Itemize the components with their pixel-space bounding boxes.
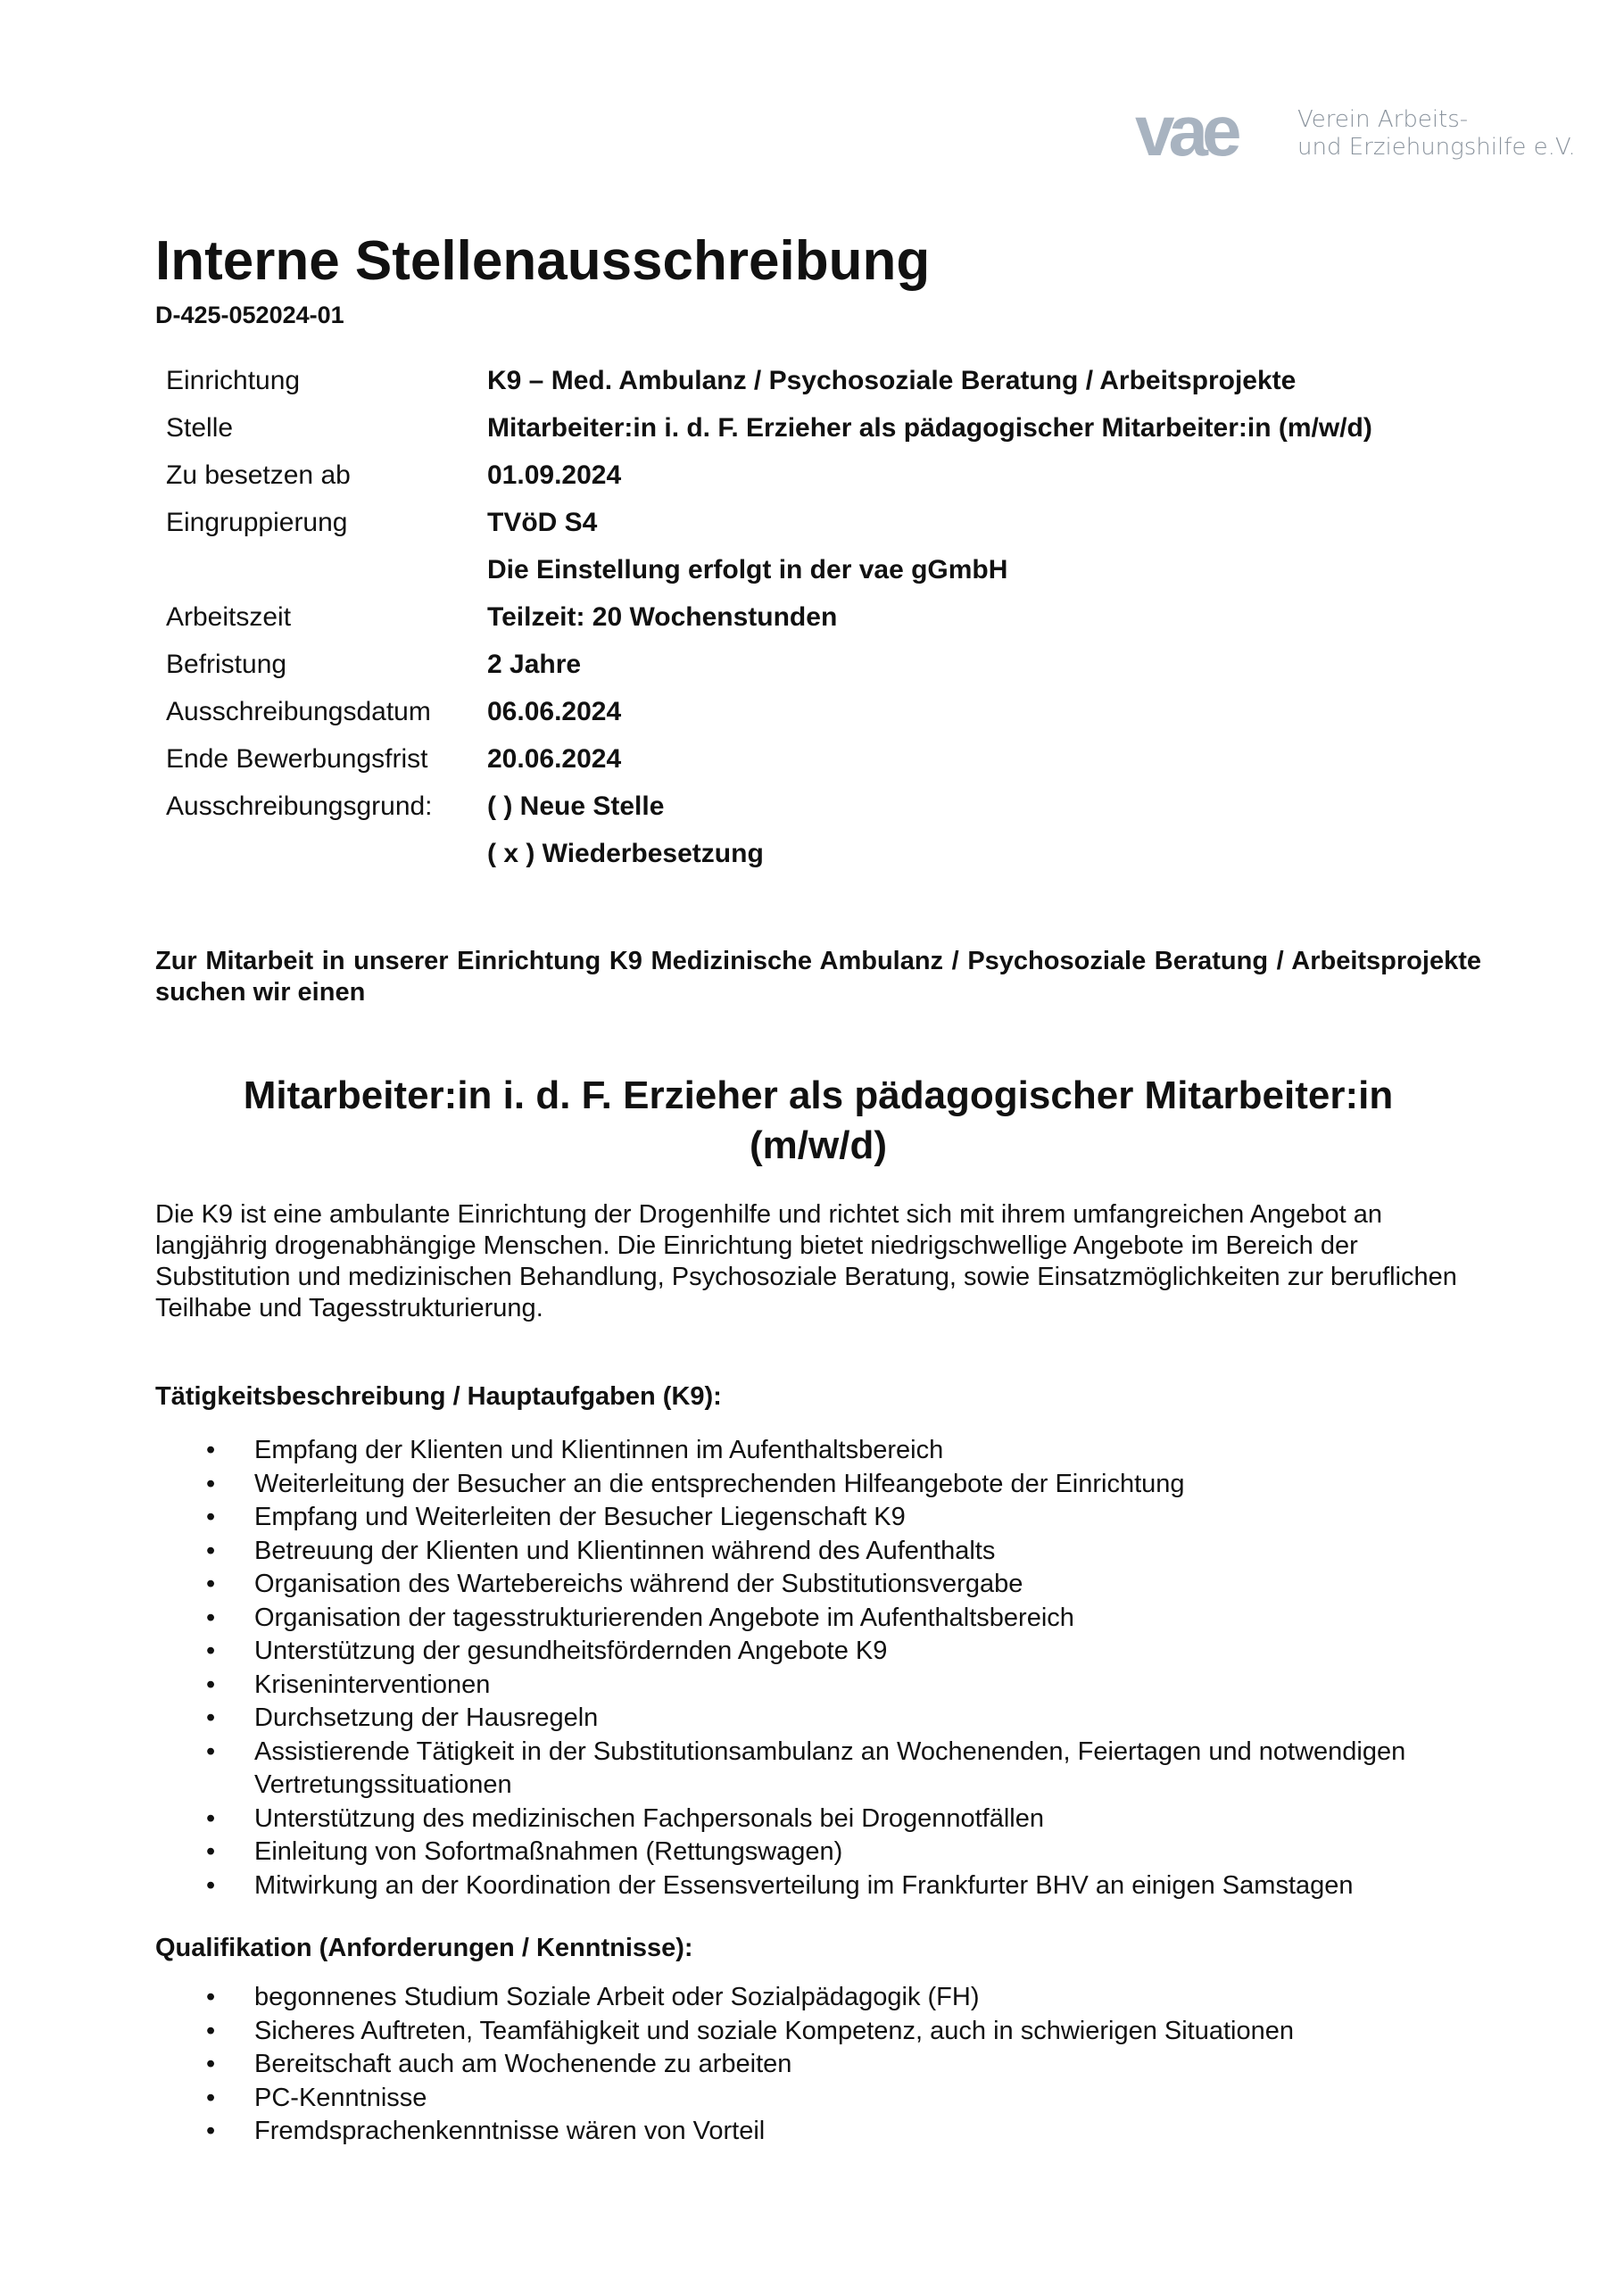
list-item bbox=[155, 1434, 1481, 1468]
bullet-icon: • bbox=[206, 1803, 216, 1833]
bullet-icon: • bbox=[206, 1737, 216, 1766]
info-row bbox=[166, 688, 1372, 735]
list-item-text: Kriseninterventionen bbox=[254, 1670, 491, 1699]
list-item-text: Empfang der Klienten und Klientinnen im Aufenthaltsbereich bbox=[254, 1436, 944, 1464]
qualification-heading: Qualifikation (Anforderungen / Kenntnisse): bbox=[155, 1934, 693, 1962]
list-item bbox=[155, 1836, 1481, 1869]
list-item-text: Empfang und Weiterleiten der Besucher Liegenschaft K9 bbox=[254, 1503, 906, 1531]
info-row bbox=[166, 735, 1372, 783]
info-label: Stelle bbox=[166, 412, 234, 443]
logo-wordmark: vae bbox=[1135, 105, 1236, 162]
list-item bbox=[155, 2115, 1481, 2149]
info-row bbox=[166, 783, 1372, 830]
info-row bbox=[166, 452, 1372, 499]
info-value: ( ) Neue Stelle bbox=[487, 791, 665, 821]
bullet-icon: • bbox=[206, 1637, 216, 1665]
bullet-icon: • bbox=[206, 1870, 216, 1900]
info-row bbox=[166, 830, 1372, 877]
info-row bbox=[166, 357, 1372, 404]
list-item bbox=[155, 2048, 1481, 2082]
info-label: Eingruppierung bbox=[166, 507, 348, 537]
info-label: Ende Bewerbungsfrist bbox=[166, 743, 428, 774]
list-item-text: Assistierende Tätigkeit in der Substitutionsambulanz an Wochenenden, Feiertagen und notwendigen Vertretungssituationen bbox=[254, 1737, 1406, 1799]
list-item bbox=[155, 2082, 1481, 2116]
list-item bbox=[155, 1602, 1481, 1636]
list-item bbox=[155, 1669, 1481, 1703]
job-title bbox=[155, 1071, 1481, 1171]
bullet-icon: • bbox=[206, 1670, 216, 1699]
logo-text bbox=[1297, 106, 1576, 162]
list-item-text: Fremdsprachenkenntnisse wären von Vorteil bbox=[254, 2117, 766, 2145]
list-item-text: Einleitung von Sofortmaßnahmen (Rettungswagen) bbox=[254, 1837, 843, 1866]
info-value: 06.06.2024 bbox=[487, 696, 622, 726]
list-item bbox=[155, 1535, 1481, 1569]
info-value: 2 Jahre bbox=[487, 649, 582, 679]
list-item-text: Betreuung der Klienten und Klientinnen während des Aufenthalts bbox=[254, 1536, 996, 1565]
list-item bbox=[155, 1736, 1481, 1803]
logo-text-line2: und Erziehungshilfe e.V. bbox=[1297, 134, 1576, 161]
info-value: 20.06.2024 bbox=[487, 743, 622, 774]
info-value: ( x ) Wiederbesetzung bbox=[487, 838, 764, 868]
info-row bbox=[166, 546, 1372, 593]
info-label: Ausschreibungsgrund: bbox=[166, 791, 433, 821]
list-item-text: Weiterleitung der Besucher an die entsprechenden Hilfeangebote der Einrichtung bbox=[254, 1469, 1185, 1498]
document-title: Interne Stellenausschreibung bbox=[155, 230, 931, 292]
info-value: 01.09.2024 bbox=[487, 460, 622, 490]
list-item bbox=[155, 1568, 1481, 1602]
list-item-text: Organisation der tagesstrukturierenden Angebote im Aufenthaltsbereich bbox=[254, 1603, 1074, 1632]
job-info-table bbox=[166, 357, 1372, 877]
organization-logo bbox=[1135, 105, 1576, 162]
bullet-icon: • bbox=[206, 1536, 216, 1565]
bullet-icon: • bbox=[206, 1837, 216, 1866]
info-label: Ausschreibungsdatum bbox=[166, 696, 431, 726]
list-item-text: Organisation des Wartebereichs während der Substitutionsvergabe bbox=[254, 1570, 1023, 1598]
list-item-text: Durchsetzung der Hausregeln bbox=[254, 1703, 599, 1732]
list-item-text: Unterstützung der gesundheitsfördernden Angebote K9 bbox=[254, 1637, 888, 1665]
info-row bbox=[166, 499, 1372, 546]
info-label: Einrichtung bbox=[166, 365, 301, 395]
info-value: Mitarbeiter:in i. d. F. Erzieher als pädagogischer Mitarbeiter:in (m/w/d) bbox=[487, 412, 1372, 443]
info-label bbox=[166, 546, 487, 593]
list-item bbox=[155, 1501, 1481, 1535]
bullet-icon: • bbox=[206, 1570, 216, 1598]
info-row bbox=[166, 641, 1372, 688]
info-value: K9 – Med. Ambulanz / Psychosoziale Beratung / Arbeitsprojekte bbox=[487, 365, 1297, 395]
info-value: TVöD S4 bbox=[487, 507, 598, 537]
list-item-text: Mitwirkung an der Koordination der Essensverteilung im Frankfurter BHV an einigen Samstagen bbox=[254, 1870, 1354, 1900]
bullet-icon: • bbox=[206, 2083, 216, 2112]
list-item bbox=[155, 1702, 1481, 1736]
description-text: Die K9 ist eine ambulante Einrichtung der Drogenhilfe und richtet sich mit ihrem umfangreichen Angebot an langjährig drogenabhängige Menschen. Die Einrichtung bietet niedrigschwellige Angebote im Bereich der Substitution und medizinischen Behandlung, Psychosoziale Beratung, sowie Einsatzmöglichkeiten zur beruflichen Teilhabe und Tagesstrukturierung. bbox=[155, 1200, 1457, 1322]
bullet-icon: • bbox=[206, 2117, 216, 2145]
bullet-icon: • bbox=[206, 1503, 216, 1531]
list-item bbox=[155, 1981, 1481, 2015]
info-row bbox=[166, 593, 1372, 641]
list-item-text: Bereitschaft auch am Wochenende zu arbeiten bbox=[254, 2050, 792, 2078]
list-item bbox=[155, 1803, 1481, 1836]
document-reference: D-425-052024-01 bbox=[155, 302, 344, 328]
intro-text: Zur Mitarbeit in unserer Einrichtung K9 Medizinische Ambulanz / Psychosoziale Beratung / Arbeitsprojekte suchen wir einen bbox=[155, 947, 1481, 1007]
list-item bbox=[155, 1869, 1481, 1903]
bullet-icon: • bbox=[206, 1983, 216, 2011]
info-value: Die Einstellung erfolgt in der vae gGmbH bbox=[487, 554, 1008, 584]
tasks-list bbox=[155, 1434, 1481, 1902]
bullet-icon: • bbox=[206, 2016, 216, 2045]
info-label: Arbeitszeit bbox=[166, 601, 292, 632]
info-value: Teilzeit: 20 Wochenstunden bbox=[487, 601, 838, 632]
bullet-icon: • bbox=[206, 1603, 216, 1632]
logo-text-line1: Verein Arbeits- bbox=[1297, 106, 1469, 133]
info-label bbox=[166, 830, 487, 877]
list-item-text: Sicheres Auftreten, Teamfähigkeit und soziale Kompetenz, auch in schwierigen Situationen bbox=[254, 2016, 1294, 2045]
vae-logo-mark bbox=[1135, 105, 1285, 162]
qualification-list bbox=[155, 1981, 1481, 2149]
list-item bbox=[155, 2015, 1481, 2049]
info-label: Befristung bbox=[166, 649, 287, 679]
info-label: Zu besetzen ab bbox=[166, 460, 351, 490]
job-title-line1: Mitarbeiter:in i. d. F. Erzieher als pädagogischer Mitarbeiter:in bbox=[243, 1073, 1394, 1117]
info-row bbox=[166, 404, 1372, 452]
bullet-icon: • bbox=[206, 2050, 216, 2078]
list-item-text: Unterstützung des medizinischen Fachpersonals bei Drogennotfällen bbox=[254, 1803, 1045, 1833]
list-item bbox=[155, 1635, 1481, 1669]
bullet-icon: • bbox=[206, 1469, 216, 1498]
bullet-icon: • bbox=[206, 1436, 216, 1464]
list-item-text: begonnenes Studium Soziale Arbeit oder Sozialpädagogik (FH) bbox=[254, 1983, 980, 2011]
tasks-heading: Tätigkeitsbeschreibung / Hauptaufgaben (K9): bbox=[155, 1382, 722, 1411]
job-title-line2: (m/w/d) bbox=[750, 1123, 887, 1167]
list-item-text: PC-Kenntnisse bbox=[254, 2083, 427, 2112]
bullet-icon: • bbox=[206, 1703, 216, 1732]
list-item bbox=[155, 1468, 1481, 1502]
